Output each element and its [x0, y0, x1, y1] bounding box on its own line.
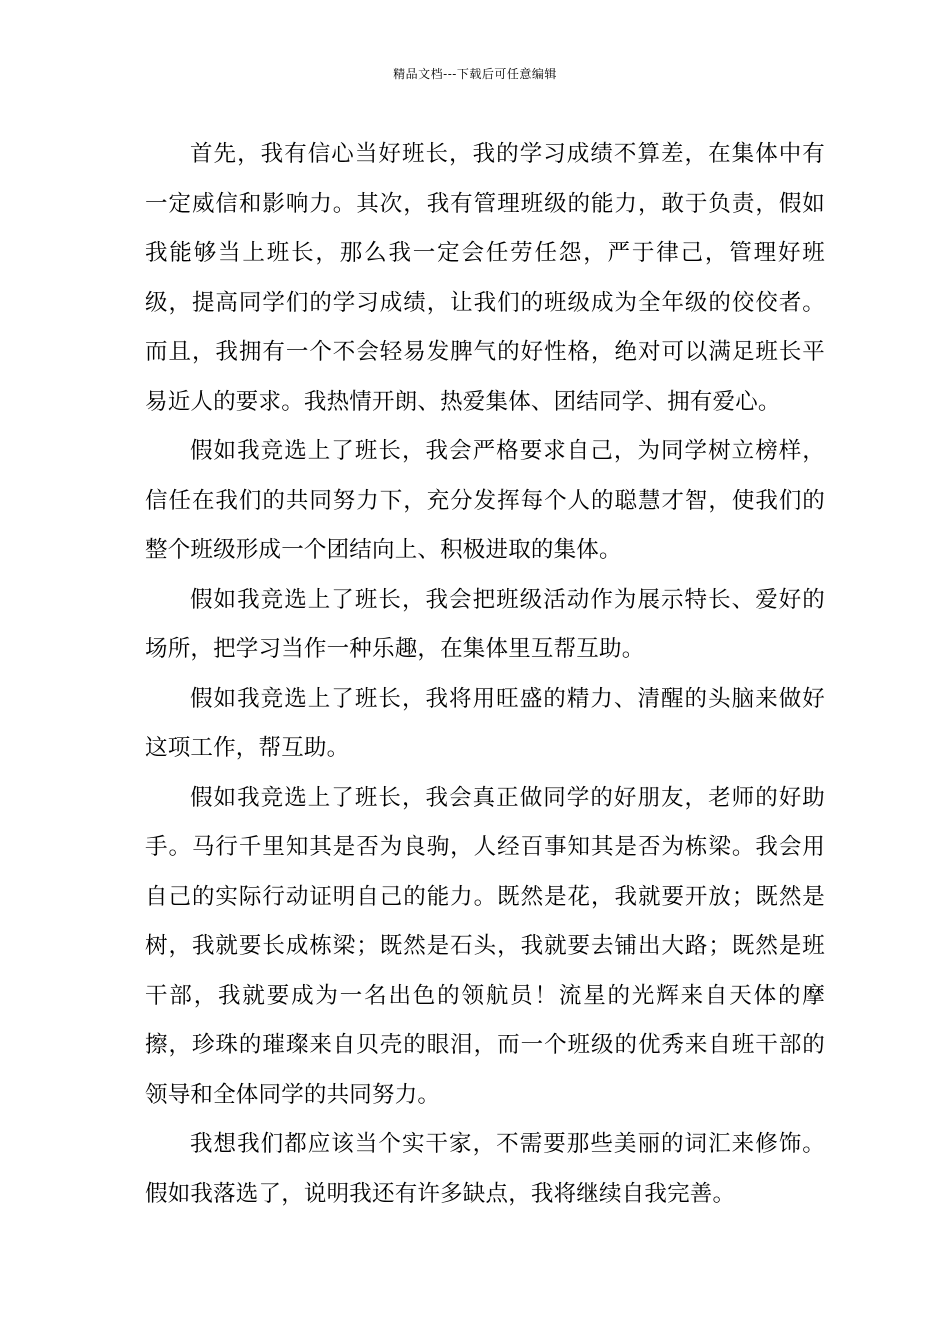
paragraph-5: 假如我竞选上了班长，我会真正做同学的好朋友，老师的好助手。马行千里知其是否为良驹，人经百事知其是否为栋梁。我会用自己的实际行动证明自己的能力。既然是花，我就要开放；既然是树，我就要长成栋梁；既然是石头，我就要去铺出大路；既然是班干部，我就要成为一名出色的领航员！流星的光辉来自天体的摩擦，珍珠的璀璨来自贝壳的眼泪，而一个班级的优秀来自班干部的领导和全体同学的共同努力。	[145, 784, 825, 1108]
paragraph-2: 假如我竞选上了班长，我会严格要求自己，为同学树立榜样，信任在我们的共同努力下，充分发挥每个人的聪慧才智，使我们的整个班级形成一个团结向上、积极进取的集体。	[145, 438, 825, 563]
page-header: 精品文档---下载后可任意编辑	[393, 67, 557, 81]
paragraph-3: 假如我竞选上了班长，我会把班级活动作为展示特长、爱好的场所，把学习当作一种乐趣，在集体里互帮互助。	[145, 586, 825, 662]
paragraph-1: 首先，我有信心当好班长，我的学习成绩不算差，在集体中有一定威信和影响力。其次，我有管理班级的能力，敢于负责，假如我能够当上班长，那么我一定会任劳任怨，严于律己，管理好班级，提高同学们的学习成绩，让我们的班级成为全年级的佼佼者。而且，我拥有一个不会轻易发脾气的好性格，绝对可以满足班长平易近人的要求。我热情开朗、热爱集体、团结同学、拥有爱心。	[145, 141, 825, 415]
paragraph-6: 我想我们都应该当个实干家，不需要那些美丽的词汇来修饰。假如我落选了，说明我还有许多缺点，我将继续自我完善。	[145, 1131, 825, 1207]
paragraph-4: 假如我竞选上了班长，我将用旺盛的精力、清醒的头脑来做好这项工作，帮互助。	[145, 685, 825, 761]
document-body	[145, 130, 825, 1219]
